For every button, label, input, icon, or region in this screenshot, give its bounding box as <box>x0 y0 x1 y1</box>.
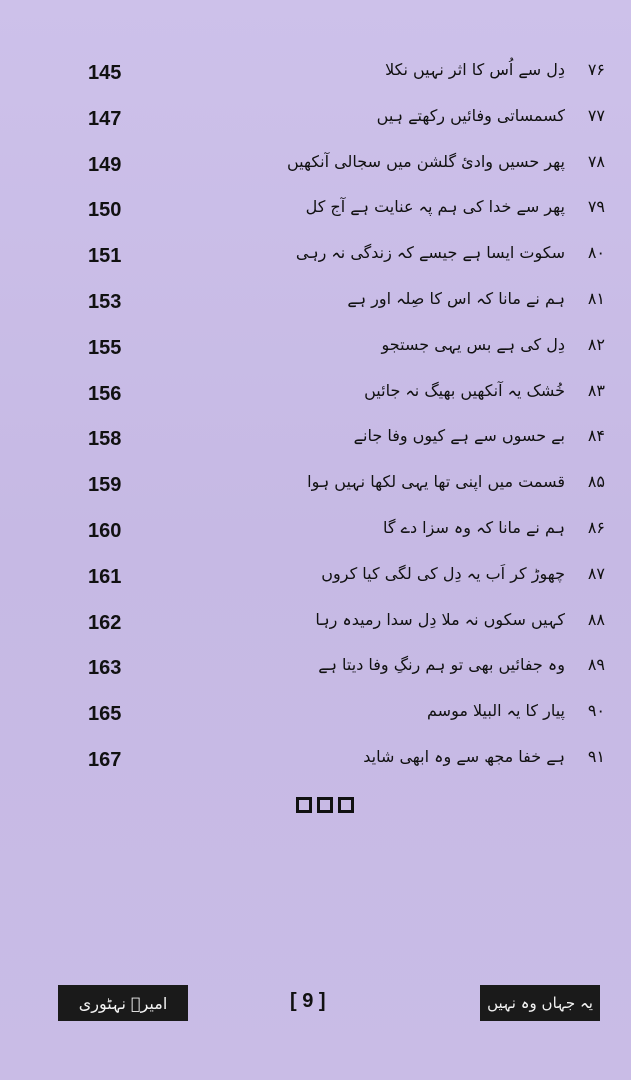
toc-page-number: 160 <box>88 519 122 542</box>
toc-entry-title: کسمساتی وفائیں رکھتے ہیں <box>376 105 565 125</box>
toc-entry <box>383 518 605 537</box>
toc-row <box>60 148 605 194</box>
toc-entry <box>385 60 605 79</box>
toc-entry-title: ہے خفا مجھ سے وہ ابھی شاید <box>363 746 565 766</box>
toc-row <box>60 743 605 789</box>
toc-page-number: 153 <box>88 290 122 313</box>
toc-entry-title: سکوت ایسا ہے جیسے کہ زندگی نہ رہی <box>295 243 565 263</box>
toc-row <box>60 285 605 331</box>
toc-entry-title: بے حسوں سے ہے کیوں وفا جانے <box>353 426 565 446</box>
author-label: امیرؔ نہٹوری <box>58 985 188 1021</box>
toc-row <box>60 422 605 468</box>
toc-entry-number: ۷۷ <box>587 105 605 125</box>
toc-row <box>60 697 605 743</box>
toc-entry <box>354 426 605 445</box>
toc-entry-number: ۹۱ <box>587 746 605 766</box>
toc-entry <box>364 381 605 400</box>
toc-entry-title: وہ جفائیں بھی تو ہم رنگِ وفا دیتا ہے <box>318 655 565 675</box>
toc-entry <box>307 472 605 491</box>
toc-entry-number: ۸۵ <box>587 472 605 492</box>
toc-entry-title: خُشک یہ آنکھیں بھیگ نہ جائیں <box>364 380 565 400</box>
toc-entry-title: کہیں سکوں نہ ملا دِل سدا رمیدہ رہا <box>315 609 565 629</box>
toc-entry-number: ۸۰ <box>587 243 605 263</box>
toc-entry-number: ۹۰ <box>587 701 605 721</box>
toc-entry-number: ۸۸ <box>587 609 605 629</box>
toc-page-number: 162 <box>88 611 122 634</box>
toc-page-number: 149 <box>88 153 122 176</box>
toc-row <box>60 56 605 102</box>
toc-entry-title: چھوڑ کر اَب یہ دِل کی لگی کیا کروں <box>321 563 565 583</box>
toc-entry <box>306 197 605 216</box>
toc-entry-number: ۷۶ <box>587 60 605 79</box>
toc-page-number: 156 <box>88 382 122 405</box>
table-of-contents <box>60 56 605 789</box>
toc-row <box>60 606 605 652</box>
toc-entry-number: ۸۶ <box>587 517 605 537</box>
toc-entry-title: ہم نے مانا کہ اس کا صِلہ اور ہے <box>347 288 565 308</box>
toc-entry-number: ۸۲ <box>587 334 605 354</box>
toc-entry-number: ۸۴ <box>587 426 605 446</box>
toc-entry <box>287 152 605 171</box>
toc-row <box>60 514 605 560</box>
toc-entry-number: ۸۳ <box>587 380 605 400</box>
toc-entry <box>382 335 605 354</box>
toc-page-number: 145 <box>88 62 122 84</box>
toc-entry-number: ۷۸ <box>587 151 605 171</box>
toc-page-number: 147 <box>88 107 122 130</box>
toc-entry <box>427 701 605 720</box>
toc-page-number: 167 <box>88 748 122 771</box>
toc-entry-number: ۸۷ <box>587 563 605 583</box>
toc-page-number: 163 <box>88 657 122 680</box>
page-number: [ 9 ] <box>290 990 326 1012</box>
toc-page-number: 158 <box>88 428 122 451</box>
toc-entry-title: پھر سے خدا کی ہم پہ عنایت ہے آج کل <box>305 197 565 217</box>
toc-row <box>60 331 605 377</box>
book-title-label: یہ جہاں وہ نہیں <box>480 985 600 1021</box>
toc-page-number: 151 <box>88 245 122 268</box>
toc-entry <box>296 243 605 262</box>
toc-entry-number: ۷۹ <box>587 197 605 217</box>
toc-entry-title: قسمت میں اپنی تھا یہی لکھا نہیں ہوا <box>307 472 565 492</box>
toc-page-number: 150 <box>88 199 122 222</box>
toc-entry-title: پھر حسیں وادیٔ گلشن میں سجالی آنکھیں <box>286 151 565 171</box>
end-mark-box <box>296 797 312 813</box>
end-marks <box>296 797 354 813</box>
end-mark-box <box>317 797 333 813</box>
toc-entry-title: دِل سے اُس کا اثر نہیں نکلا <box>385 60 565 79</box>
toc-row <box>60 102 605 148</box>
toc-row <box>60 560 605 606</box>
toc-page-number: 161 <box>88 565 122 588</box>
toc-entry-number: ۸۱ <box>587 288 605 308</box>
toc-entry-title: دِل کی ہے بس یہی جستجو <box>381 334 565 354</box>
toc-row <box>60 377 605 423</box>
toc-row <box>60 193 605 239</box>
end-mark-box <box>338 797 354 813</box>
toc-entry <box>318 655 605 674</box>
toc-entry <box>363 747 605 766</box>
toc-row <box>60 468 605 514</box>
toc-row <box>60 651 605 697</box>
toc-entry <box>377 106 605 125</box>
toc-entry-title: پیار کا یہ البیلا موسم <box>427 701 565 721</box>
toc-row <box>60 239 605 285</box>
toc-page-number: 155 <box>88 336 122 359</box>
toc-page-number: 165 <box>88 703 122 726</box>
toc-page-number: 159 <box>88 474 122 497</box>
toc-entry <box>321 564 605 583</box>
toc-entry-number: ۸۹ <box>587 655 605 675</box>
toc-entry <box>347 289 605 308</box>
toc-entry-title: ہم نے مانا کہ وہ سزا دے گا <box>383 517 565 537</box>
toc-entry <box>315 610 605 629</box>
